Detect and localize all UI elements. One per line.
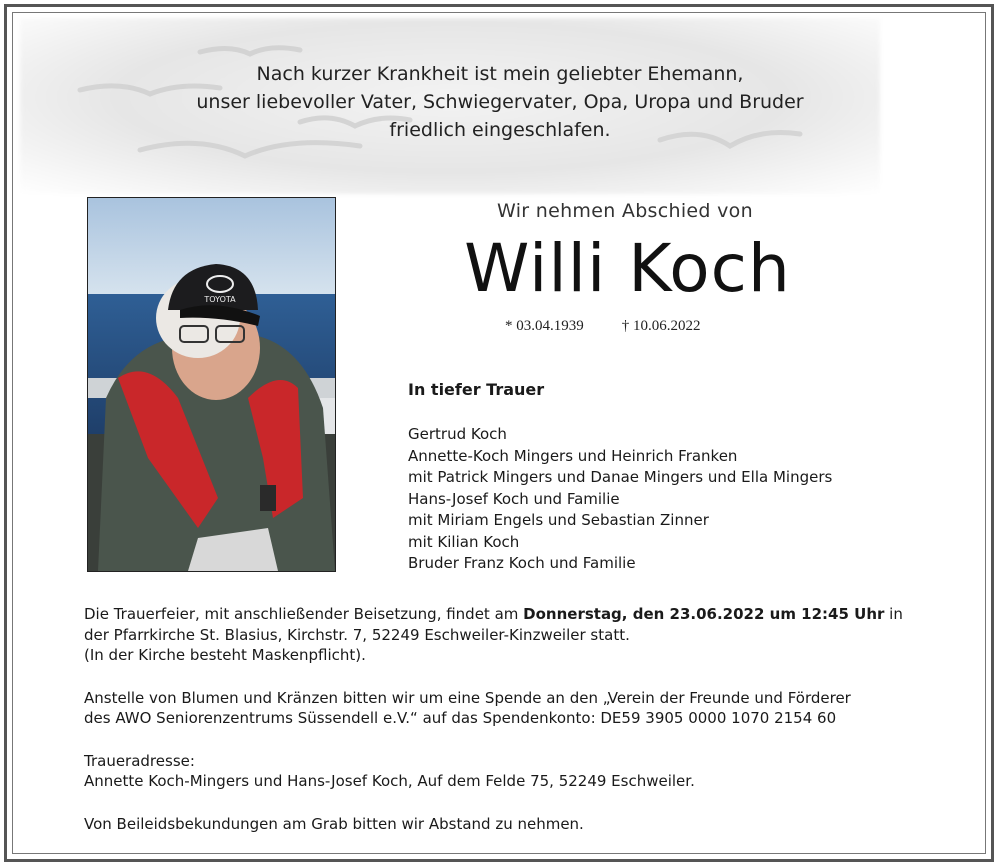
donation-line: des AWO Seniorenzentrums Süssendell e.V.“ auf das Spendenkonto: DE59 3905 0000 1070 2154 60 [84,709,837,727]
service-post: in [884,605,903,623]
list-item: Gertrud Koch [408,425,507,443]
mourners-heading: In tiefer Trauer [408,380,545,399]
service-note: (In der Kirche besteht Maskenpflicht). [84,646,366,664]
deceased-name: Willi Koch [464,230,791,307]
mourners-list [408,424,832,575]
list-item: Bruder Franz Koch und Familie [408,554,636,572]
portrait-illustration [88,198,335,571]
header-text [0,60,1000,144]
service-location: der Pfarrkirche St. Blasius, Kirchstr. 7, 52249 Eschweiler-Kinzweiler statt. [84,625,630,644]
seagull-icon [200,48,300,54]
birth-date: * 03.04.1939 [505,318,584,334]
donation-line: Anstelle von Blumen und Kränzen bitten wir um eine Spende an den „Verein der Freunde und Förderer [84,688,851,707]
list-item: Annette-Koch Mingers und Heinrich Franken [408,446,738,465]
header-line: unser liebevoller Vater, Schwiegervater, Opa, Uropa und Bruder [196,91,804,113]
address-label: Traueradresse: [84,751,195,770]
header-line: Nach kurzer Krankheit ist mein geliebter Ehemann, [256,63,744,85]
list-item: Hans-Josef Koch und Familie [408,489,620,508]
service-pre: Die Trauerfeier, mit anschließender Beisetzung, findet am [84,605,524,623]
list-item: mit Patrick Mingers und Danae Mingers und Ella Mingers [408,468,833,486]
address-value: Annette Koch-Mingers und Hans-Josef Koch, Auf dem Felde 75, 52249 Eschweiler. [84,772,695,790]
service-datetime: Donnerstag, den 23.06.2022 um 12:45 Uhr [523,605,885,623]
life-dates [505,318,701,335]
cap-text: TOYOTA [204,295,236,304]
intro-text: Wir nehmen Abschied von [497,200,753,222]
portrait-photo [87,197,336,572]
closing-note: Von Beileidsbekundungen am Grab bitten wir Abstand zu nehmen. [84,814,584,833]
death-date: † 10.06.2022 [621,318,701,334]
seagull-icon [140,143,360,156]
details-section [84,604,924,856]
list-item: mit Kilian Koch [408,532,520,551]
donation-paragraph [84,688,924,729]
service-paragraph [84,604,924,666]
header-line: friedlich eingeschlafen. [389,119,611,141]
list-item: mit Miriam Engels und Sebastian Zinner [408,511,709,529]
address-paragraph [84,751,924,792]
